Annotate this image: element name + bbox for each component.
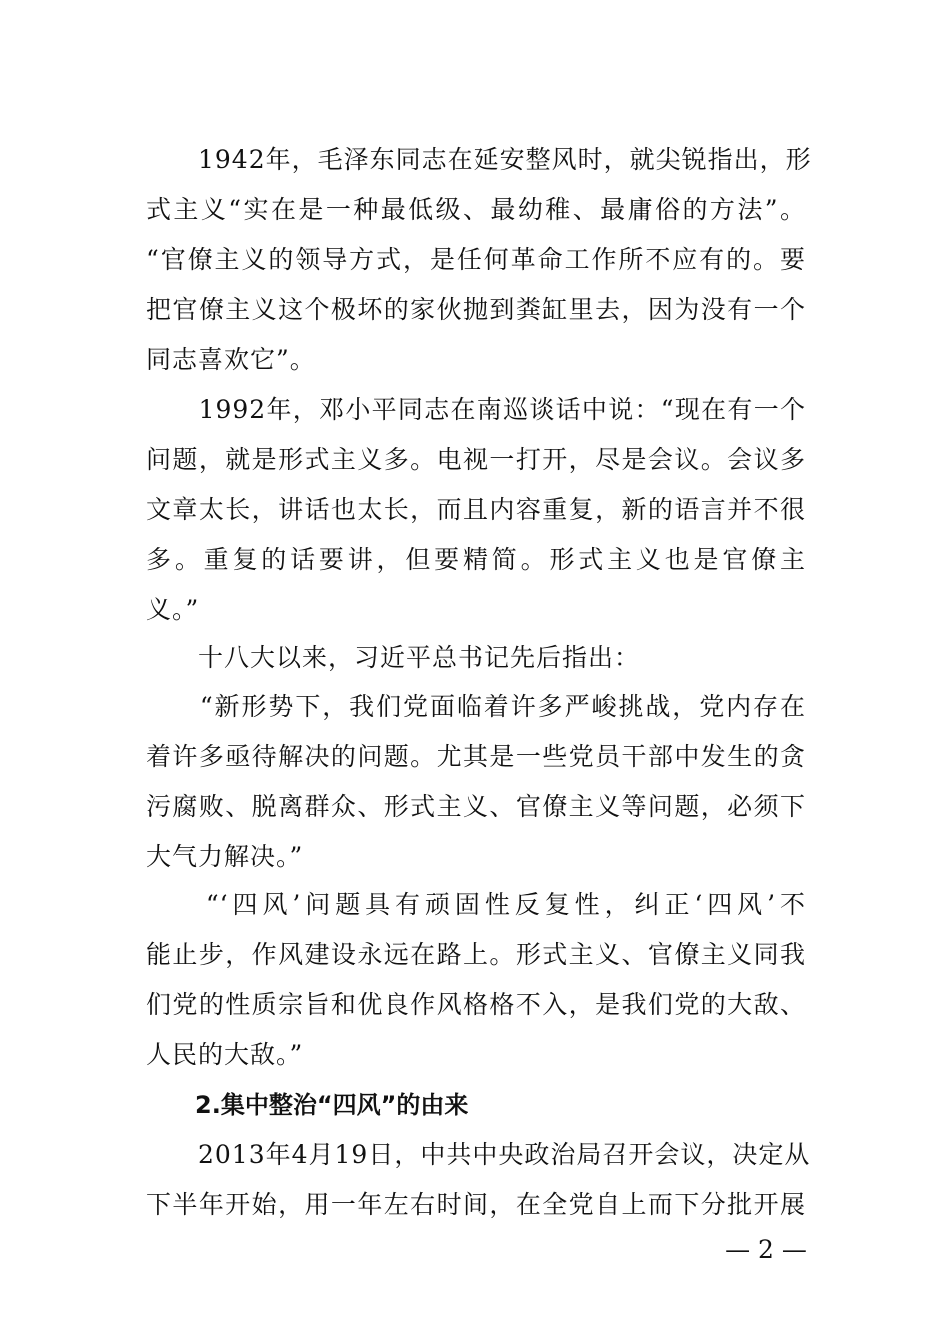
text-line: 们党的性质宗旨和优良作风格格不入，是我们党的大敌、 — [146, 990, 806, 1019]
text-line: 同志喜欢它”。 — [146, 345, 316, 374]
text-line: 十八大以来，习近平总书记先后指出： — [146, 643, 641, 672]
text-line: 大气力解决。” — [146, 842, 304, 871]
page-number: — 2 — — [725, 1235, 807, 1264]
text-line: “官僚主义的领导方式，是任何革命工作所不应有的。要 — [146, 245, 806, 274]
text-line: 污腐败、脱离群众、形式主义、官僚主义等问题，必须下 — [146, 792, 806, 821]
paragraph-xi-quote-2 — [146, 880, 806, 1080]
text-line: 2013年4月19日，中共中央政治局召开会议，决定从 — [146, 1140, 811, 1169]
text-line: 把官僚主义这个极坏的家伙抛到粪缸里去，因为没有一个 — [146, 295, 806, 324]
text-line: 问题，就是形式主义多。电视一打开，尽是会议。会议多 — [146, 445, 806, 474]
text-line: 式主义“实在是一种最低级、最幼稚、最庸俗的方法”。 — [146, 195, 806, 224]
paragraph-mao-quote — [146, 135, 812, 385]
text-line: 1942年，毛泽东同志在延安整风时，就尖锐指出，形 — [146, 145, 812, 174]
text-line: 多。重复的话要讲，但要精简。形式主义也是官僚主 — [146, 545, 806, 574]
paragraph-deng-quote — [146, 385, 806, 635]
text-line: 能止步，作风建设永远在路上。形式主义、官僚主义同我 — [146, 940, 806, 969]
section-heading: 2.集中整治“四风”的由来 — [195, 1091, 469, 1119]
text-line: “新形势下，我们党面临着许多严峻挑战，党内存在 — [146, 692, 806, 721]
text-line: 义。” — [146, 595, 200, 624]
paragraph-xi-intro — [146, 633, 806, 683]
text-line: “‘四风’问题具有顽固性反复性，纠正‘四风’不 — [146, 890, 806, 919]
paragraph-final — [146, 1130, 811, 1230]
text-line: 1992年，邓小平同志在南巡谈话中说：“现在有一个 — [146, 395, 806, 424]
text-line: 人民的大敌。” — [146, 1040, 304, 1069]
text-line: 文章太长，讲话也太长，而且内容重复，新的语言并不很 — [146, 495, 806, 524]
text-line: 下半年开始，用一年左右时间，在全党自上而下分批开展 — [146, 1190, 806, 1219]
paragraph-xi-quote-1 — [146, 682, 806, 882]
text-line: 着许多亟待解决的问题。尤其是一些党员干部中发生的贪 — [146, 742, 806, 771]
